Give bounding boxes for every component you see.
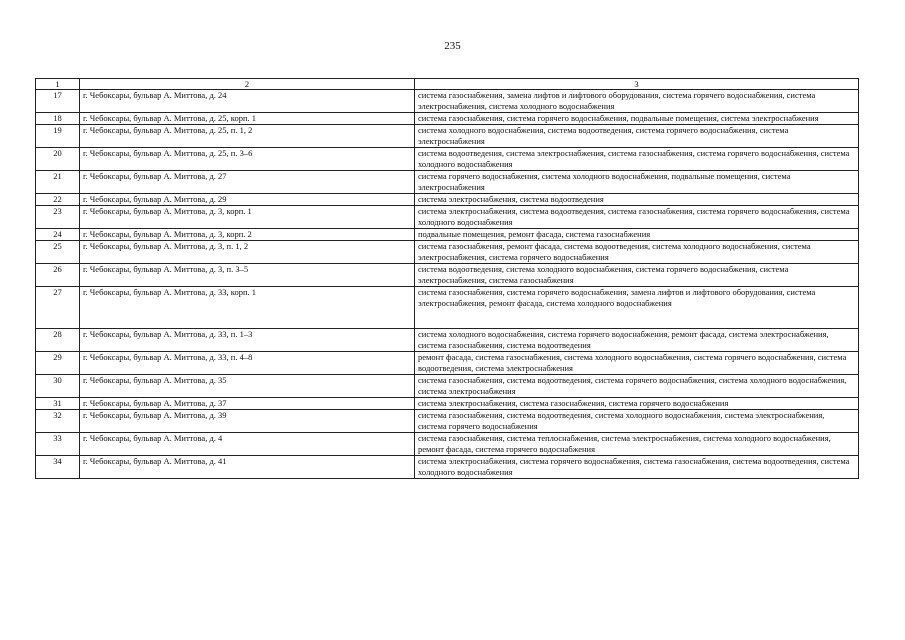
table-row <box>36 410 859 433</box>
cell-works: система холодного водоснабжения, система горячего водоснабжения, ремонт фасада, система электроснабжения, система газоснабжения, система водоотведения <box>415 329 859 352</box>
cell-works: система водоотведения, система электроснабжения, система газоснабжения, система горячего водоснабжения, система холодного водоснабжения <box>415 148 859 171</box>
table-row <box>36 375 859 398</box>
table-row <box>36 329 859 352</box>
works-table <box>35 78 859 479</box>
table-row <box>36 433 859 456</box>
cell-works: подвальные помещения, ремонт фасада, система газоснабжения <box>415 229 859 241</box>
cell-num: 17 <box>36 90 80 113</box>
cell-address: г. Чебоксары, бульвар А. Миттова, д. 3, корп. 1 <box>80 206 415 229</box>
cell-num: 24 <box>36 229 80 241</box>
table-row <box>36 229 859 241</box>
cell-works: система газоснабжения, ремонт фасада, система водоотведения, система холодного водоснабжения, система электроснабжения, система горячего водоснабжения <box>415 241 859 264</box>
cell-num: 19 <box>36 125 80 148</box>
table-row <box>36 287 859 329</box>
table-row <box>36 90 859 113</box>
cell-address: г. Чебоксары, бульвар А. Миттова, д. 24 <box>80 90 415 113</box>
table-body <box>36 90 859 479</box>
table-row <box>36 113 859 125</box>
cell-works: система водоотведения, система холодного водоснабжения, система горячего водоснабжения, система электроснабжения, система газоснабжения <box>415 264 859 287</box>
cell-address: г. Чебоксары, бульвар А. Миттова, д. 33, п. 1–3 <box>80 329 415 352</box>
table-row <box>36 456 859 479</box>
header-col-3: 3 <box>415 79 859 90</box>
cell-num: 21 <box>36 171 80 194</box>
cell-num: 32 <box>36 410 80 433</box>
cell-works: система газоснабжения, система теплоснабжения, система электроснабжения, система холодного водоснабжения, ремонт фасада, система горячего водоснабжения <box>415 433 859 456</box>
cell-works: система горячего водоснабжения, система холодного водоснабжения, подвальные помещения, система электроснабжения <box>415 171 859 194</box>
cell-num: 34 <box>36 456 80 479</box>
cell-num: 18 <box>36 113 80 125</box>
header-col-1: 1 <box>36 79 80 90</box>
page-number: 235 <box>444 40 461 52</box>
cell-num: 28 <box>36 329 80 352</box>
cell-num: 26 <box>36 264 80 287</box>
table-row <box>36 171 859 194</box>
cell-address: г. Чебоксары, бульвар А. Миттова, д. 3, п. 3–5 <box>80 264 415 287</box>
header-col-2: 2 <box>80 79 415 90</box>
table-row <box>36 194 859 206</box>
table-header-row <box>36 79 859 90</box>
table-row <box>36 206 859 229</box>
cell-address: г. Чебоксары, бульвар А. Миттова, д. 29 <box>80 194 415 206</box>
cell-address: г. Чебоксары, бульвар А. Миттова, д. 25, п. 1, 2 <box>80 125 415 148</box>
table-row <box>36 125 859 148</box>
table-row <box>36 352 859 375</box>
cell-num: 22 <box>36 194 80 206</box>
cell-address: г. Чебоксары, бульвар А. Миттова, д. 33, корп. 1 <box>80 287 415 329</box>
cell-num: 25 <box>36 241 80 264</box>
cell-num: 23 <box>36 206 80 229</box>
cell-address: г. Чебоксары, бульвар А. Миттова, д. 39 <box>80 410 415 433</box>
cell-num: 29 <box>36 352 80 375</box>
cell-works: система электроснабжения, система горячего водоснабжения, система газоснабжения, система водоотведения, система холодного водоснабжения <box>415 456 859 479</box>
cell-works: система электроснабжения, система водоотведения <box>415 194 859 206</box>
cell-works: система газоснабжения, система горячего водоснабжения, замена лифтов и лифтового оборудования, система электроснабжения, ремонт фасада, система холодного водоснабжения <box>415 287 859 329</box>
cell-address: г. Чебоксары, бульвар А. Миттова, д. 4 <box>80 433 415 456</box>
cell-num: 20 <box>36 148 80 171</box>
cell-address: г. Чебоксары, бульвар А. Миттова, д. 3, п. 1, 2 <box>80 241 415 264</box>
table-row <box>36 398 859 410</box>
cell-works: система газоснабжения, система водоотведения, система холодного водоснабжения, система электроснабжения, система горячего водоснабжения <box>415 410 859 433</box>
cell-address: г. Чебоксары, бульвар А. Миттова, д. 35 <box>80 375 415 398</box>
table-row <box>36 264 859 287</box>
cell-works: ремонт фасада, система газоснабжения, система холодного водоснабжения, система горячего водоснабжения, система водоотведения, система электроснабжения <box>415 352 859 375</box>
cell-address: г. Чебоксары, бульвар А. Миттова, д. 25, п. 3–6 <box>80 148 415 171</box>
cell-num: 27 <box>36 287 80 329</box>
cell-address: г. Чебоксары, бульвар А. Миттова, д. 3, корп. 2 <box>80 229 415 241</box>
cell-num: 33 <box>36 433 80 456</box>
cell-address: г. Чебоксары, бульвар А. Миттова, д. 41 <box>80 456 415 479</box>
cell-works: система электроснабжения, система водоотведения, система газоснабжения, система горячего водоснабжения, система холодного водоснабжения <box>415 206 859 229</box>
cell-address: г. Чебоксары, бульвар А. Миттова, д. 33, п. 4–8 <box>80 352 415 375</box>
cell-works: система холодного водоснабжения, система водоотведения, система горячего водоснабжения, система электроснабжения <box>415 125 859 148</box>
cell-works: система газоснабжения, замена лифтов и лифтового оборудования, система горячего водоснабжения, система электроснабжения, система холодного водоснабжения <box>415 90 859 113</box>
cell-address: г. Чебоксары, бульвар А. Миттова, д. 37 <box>80 398 415 410</box>
cell-works: система газоснабжения, система горячего водоснабжения, подвальные помещения, система электроснабжения <box>415 113 859 125</box>
cell-works: система электроснабжения, система газоснабжения, система горячего водоснабжения <box>415 398 859 410</box>
cell-address: г. Чебоксары, бульвар А. Миттова, д. 27 <box>80 171 415 194</box>
cell-works: система газоснабжения, система водоотведения, система горячего водоснабжения, система холодного водоснабжения, система электроснабжения <box>415 375 859 398</box>
table-row <box>36 241 859 264</box>
cell-num: 31 <box>36 398 80 410</box>
cell-address: г. Чебоксары, бульвар А. Миттова, д. 25, корп. 1 <box>80 113 415 125</box>
table-row <box>36 148 859 171</box>
cell-num: 30 <box>36 375 80 398</box>
